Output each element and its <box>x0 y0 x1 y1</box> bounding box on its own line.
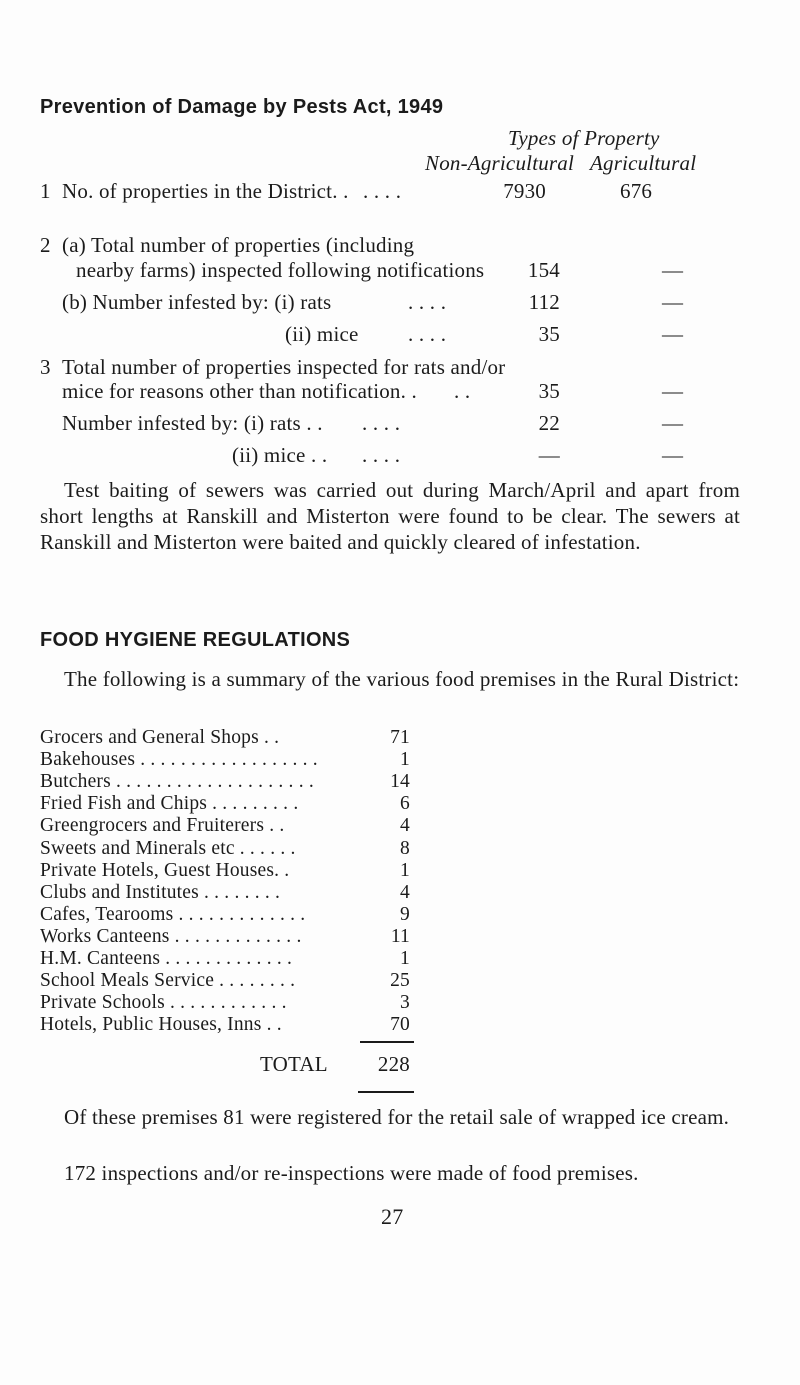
row1-non-agricultural-value: 7930 <box>503 179 546 203</box>
row2b-rats-agricultural-value: — <box>662 290 684 314</box>
premises-row <box>40 970 410 990</box>
premises-row <box>40 1014 410 1034</box>
premises-row <box>40 992 410 1012</box>
premises-count: 1 <box>400 749 410 771</box>
row3-mice-non-agricultural-value: — <box>538 443 560 467</box>
premises-count: 4 <box>400 815 410 837</box>
row1-agricultural-value: 676 <box>620 179 653 203</box>
row2-line2: nearby farms) inspected following notifications <box>76 258 485 282</box>
row3-agricultural-value: — <box>662 379 684 403</box>
premises-row <box>40 926 410 946</box>
premises-count: 1 <box>400 859 410 881</box>
row2-line1: (a) Total number of properties (including <box>62 233 415 257</box>
row3-rats-non-agricultural-value: 22 <box>538 411 560 435</box>
row3-infested-label: Number infested by: (i) rats . . <box>62 411 323 435</box>
row2a-agricultural-value: — <box>662 258 684 282</box>
row3-mice-label: (ii) mice . . <box>232 443 328 467</box>
premises-label: Works Canteens . . . . . . . . . . . . . <box>40 925 302 947</box>
premises-label: School Meals Service . . . . . . . . <box>40 970 296 992</box>
premises-count: 9 <box>400 903 410 925</box>
premises-count: 14 <box>390 771 410 793</box>
column-agricultural: Agricultural <box>590 151 697 175</box>
row3-mice-agricultural-value: — <box>662 443 684 467</box>
row2b-rats-non-agricultural-value: 112 <box>528 290 560 314</box>
premises-row <box>40 882 410 902</box>
row1-label: No. of properties in the District. . <box>62 179 349 203</box>
premises-count: 8 <box>400 837 410 859</box>
food-intro-paragraph: The following is a summary of the various food premises in the Rural District: <box>64 667 740 691</box>
row3-line2-dots: . . <box>454 379 471 403</box>
premises-label: Private Schools . . . . . . . . . . . . <box>40 992 287 1014</box>
premises-count: 70 <box>390 1014 410 1036</box>
row2b-label: (b) Number infested by: (i) rats <box>62 290 332 314</box>
pests-heading: Prevention of Damage by Pests Act, 1949 <box>40 96 444 118</box>
page-number: 27 <box>381 1204 404 1229</box>
row2a-non-agricultural-value: 154 <box>527 258 560 282</box>
row2b-mice-dots: . . . . <box>408 322 447 346</box>
premises-row <box>40 749 410 769</box>
row3-line1: Total number of properties inspected for rats and/or <box>62 355 506 379</box>
row2-number: 2 <box>40 233 51 257</box>
food-hygiene-heading: FOOD HYGIENE REGULATIONS <box>40 629 351 651</box>
sewer-baiting-paragraph: Test baiting of sewers was carried out during March/April and apart from short lengths at Ranskill and Misterton were found to be clear. The sewers at Ranskill and Misterton were baited and quickly cleared of infestation. <box>40 478 740 554</box>
premises-label: Sweets and Minerals etc . . . . . . <box>40 837 296 859</box>
premises-label: Cafes, Tearooms . . . . . . . . . . . . . <box>40 903 306 925</box>
premises-row <box>40 727 410 747</box>
row3-number: 3 <box>40 355 51 379</box>
premises-count: 1 <box>400 948 410 969</box>
premises-row <box>40 771 410 791</box>
inspections-paragraph: 172 inspections and/or re-inspections were made of food premises. <box>64 1161 639 1185</box>
premises-row <box>40 948 410 968</box>
premises-count: 11 <box>390 925 410 947</box>
row3-line2: mice for reasons other than notification. . <box>62 379 417 403</box>
premises-label: Bakehouses . . . . . . . . . . . . . . . . . . <box>40 749 318 771</box>
total-top-rule <box>360 1041 414 1043</box>
row2b-mice-agricultural-value: — <box>662 322 684 346</box>
row2b-mice-label: (ii) mice <box>285 322 359 346</box>
premises-label: Fried Fish and Chips . . . . . . . . . <box>40 793 299 815</box>
premises-label: H.M. Canteens . . . . . . . . . . . . . <box>40 948 293 969</box>
premises-label: Butchers . . . . . . . . . . . . . . . . . . . . <box>40 771 314 793</box>
row3-non-agricultural-value: 35 <box>538 379 560 403</box>
premises-label: Hotels, Public Houses, Inns . . <box>40 1014 282 1036</box>
row2b-mice-non-agricultural-value: 35 <box>538 322 560 346</box>
ice-cream-paragraph: Of these premises 81 were registered for the retail sale of wrapped ice cream. <box>64 1105 730 1129</box>
total-value: 228 <box>377 1052 410 1076</box>
premises-row <box>40 793 410 813</box>
types-of-property-heading: Types of Property <box>508 126 660 150</box>
premises-row <box>40 815 410 835</box>
premises-label: Greengrocers and Fruiterers . . <box>40 815 285 837</box>
premises-label: Clubs and Institutes . . . . . . . . <box>40 881 281 903</box>
row1-number: 1 <box>40 179 51 203</box>
premises-row <box>40 860 410 880</box>
premises-label: Grocers and General Shops . . <box>40 727 280 748</box>
total-bottom-rule <box>358 1091 414 1093</box>
premises-count: 25 <box>390 970 410 992</box>
premises-label: Private Hotels, Guest Houses. . <box>40 859 290 881</box>
premises-row <box>40 904 410 924</box>
row3-mice-dots: . . . . <box>362 443 401 467</box>
row2b-dots: . . . . <box>408 290 447 314</box>
premises-count: 71 <box>390 727 410 748</box>
premises-count: 6 <box>400 793 410 815</box>
row3-rats-agricultural-value: — <box>662 411 684 435</box>
total-label: TOTAL <box>260 1052 328 1076</box>
row1-dots: . . . . <box>363 179 402 203</box>
column-non-agricultural: Non-Agricultural <box>425 151 575 175</box>
premises-count: 3 <box>400 992 410 1014</box>
row3-infested-dots: . . . . <box>362 411 401 435</box>
premises-row <box>40 838 410 858</box>
premises-count: 4 <box>400 881 410 903</box>
